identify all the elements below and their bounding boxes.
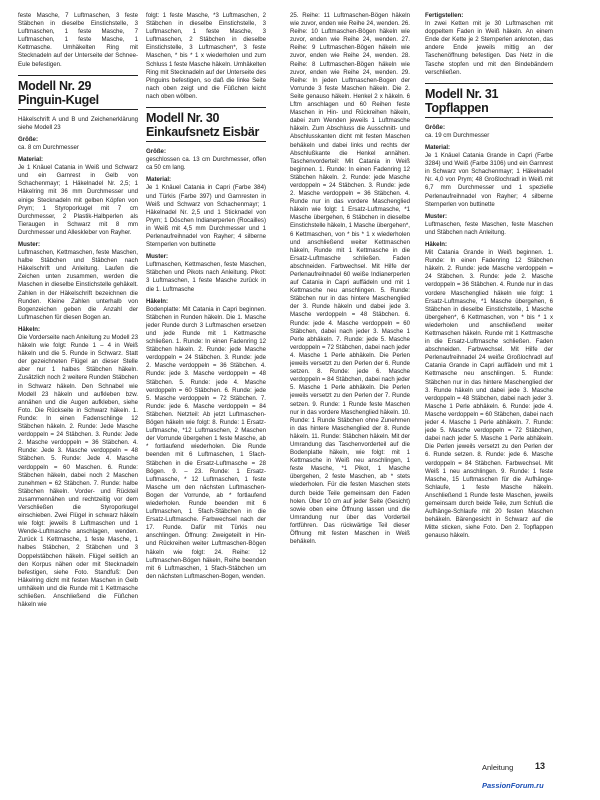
footer-section-label: Anleitung <box>482 763 514 772</box>
text-block: feste Masche, 7 Luftmaschen, 3 feste Stäbchen in dieselbe Einstichstelle, 3 Luftmaschen, 1 feste Masche, 7 Luftmaschen, 1 feste Masche, 1 Kettmasche. Umhäkelten Ring mit Stecknadeln auf der Unterseite der Schnee-Eule befestigen. <box>18 12 138 68</box>
text-block: Mit Catania Grande in Weiß beginnen. 1. Runde: In einen Fadenring 12 Stäbchen häkeln. 2. Runde: jede Masche verdoppeln = 24 Stäbchen. 3. Runde: jede 2. Masche verdoppeln = 36 Stäbchen. 4. Runde nur in das vordere Maschenglied häkeln wie folgt: 1 Ersatz-Luftmasche, *1 Masche übergehen, 6 Stäbchen in dieselbe Einstichstelle, 1 Masche übergehen*, 6 Kettmaschen, von * bis * 1 x wiederholen und anschließend weiter Kettmaschen häkeln. Runde mit 1 Kettmasche in die Ersatz-Luftmasche schließen. Faden abschneiden. Farbwechsel. Mit Hilfe der Perlenaufreihnadel 24 weiße Großlochradl auf Catania Grande in Capri auffädeln und mit 1 Kettmasche neu anschlingen. 5. Runde: Stäbchen nur in das hintere Maschenglied der 3. Runde häkeln und dabei jede 3. Masche verdoppeln = 48 Stäbchen, dabei nach jeder 3. Masche 1 Perle abhäkeln. 6. Runde: jede 4. Masche verdoppeln = 60 Stäbchen, dabei nach jeder 4. Masche 1 Perle abhäkeln. 7. Runde: jede 5. Masche verdoppeln = 72 Stäbchen, dabei nach jeder 5. Masche 1 Perle abhäkeln. Die Perlen jeweils versetzt zu den Perlen der 6. Runde setzen. 8. Runde: jede 6. Masche verdoppeln = 84 Stäbchen. Farbwechsel. Mit Weiß 1 neu anschlingen. 9. Runde: 1 feste Masche, 15 Luftmaschen für die Aufhänge-Schlaufe, 1 feste Masche häkeln. Anschließend 1 Runde feste Maschen, jeweils gemeinsam durch beide Teile, zum Schluß die Aufhänge-Schlaufe mit 20 festen Maschen behäkeln. Bärengesicht in Schwarz auf die Mitte sticken, siehe Foto. Den 2. Topflappen genauso häkeln. <box>425 249 553 540</box>
column-1 <box>18 12 138 772</box>
text-block: folgt: 1 feste Masche, *3 Luftmaschen, 2 Stäbchen in dieselbe Einstichstelle, 3 Luftmaschen, 1 feste Masche, 3 Luftmaschen, 2 Stäbchen in dieselbe Einstichstelle, 3 Luftmaschen*, 3 feste Maschen, * bis * 1 x wiederholen und zum Schluss 1 feste Masche häkeln. Umhäkelten Ring mit Stecknadeln auf der Unterseite des Pinguins befestigen, so daß die linke Seite nach oben zeigt und die Füßchen leicht nach oben wölben. <box>146 12 266 100</box>
column-2 <box>146 12 266 772</box>
heading-model-number: Modell Nr. 29 <box>18 78 92 93</box>
text-block: geschlossen ca. 13 cm Durchmesser, offen ca 50 cm lang. <box>146 156 266 172</box>
text-block: Je 1 Knäuel Catania in Weiß und Schwarz und ein Garnrest in Gelb von Schachenmayr; 1 Häkelnadel Nr. 2,5; 1 Häkelring mit 36 mm Durchmesser und einige Stecknadeln mit gelben Köpfen von Prym; 1 Styroporkugel mit 7 cm Durchmesser, 2 Plastik-Halbperlen als Tieraugen in Schwarz mit 8 mm Durchmesser und Alleskleber von Rayher. <box>18 164 138 236</box>
text-block: Luftmaschen, Kettmaschen, feste Maschen, halbe Stäbchen und Stäbchen nach Häkelschrift und Anleitung. Laufen die Zeichen unten zusammen, werden die Maschen in dieselbe Einstichstelle gehäkelt. Zahlen in der Häkelschrift bezeichnen die Runden. Kleine Zahlen unterhalb von Bogenzeichen geben die Anzahl der Luftmaschen für diesen Bogen an. <box>18 249 138 321</box>
text-block: ca. 19 cm Durchmesser <box>425 131 490 139</box>
label-material: Material: <box>146 176 172 184</box>
label-groesse: Größe: <box>146 148 166 156</box>
label-muster: Muster: <box>146 253 169 261</box>
label-haekeln: Häkeln: <box>425 240 448 248</box>
text-block: Je 1 Knäuel Catania in Capri (Farbe 384) und Türkis (Farbe 397) und Garnresten in Weiß und Schwarz von Schachenmayr; 1 Häkelnadel Nr. 2,5 und 1 Sticknadel von Prym; 1 Döschen Indianerperlen (Rocailles) in Weiß mit 4,5 mm Durchmesser und 1 Perlenaufreihnadel von Rayher; 4 silberne Sternperlen von buttinette <box>146 184 266 249</box>
heading-model-title: Topflappen <box>425 101 553 118</box>
label-muster: Muster: <box>425 212 448 220</box>
watermark: PassionForum.ru <box>482 781 544 790</box>
heading-model-number: Modell Nr. 31 <box>425 86 499 101</box>
heading-model-number: Modell Nr. 30 <box>146 111 220 126</box>
heading-model-title: Einkaufsnetz Eisbär <box>146 125 266 142</box>
page-number: 13 <box>535 761 546 771</box>
column-3 <box>290 12 410 772</box>
text-block: Bodenplatte: Mit Catania in Capri beginnen. Stäbchen in Runden häkeln. Die 1. Masche jeder Runde durch 3 Luftmaschen ersetzen und jede Runde mit 1 Kettmasche schließen. 1. Runde: In einen Fadenring 12 Stäbchen häkeln. 2. Runde: jede Masche verdoppeln = 24 Stäbchen. 3. Runde: jede 2. Masche verdoppeln = 36 Stäbchen. 4. Runde: jede 3. Masche verdoppeln = 48 Stäbchen. 5. Runde: jede 4. Masche verdoppeln = 60 Stäbchen. 6. Runde: jede 5. Masche verdoppeln = 72 Stäbchen. 7. Runde: jede 6. Masche verdoppeln = 84 Stäbchen. Netzteil: Ab jetzt Luftmaschen-Bögen häkeln wie folgt: 8. Runde: 1 Ersatz-Luftmasche, *12 Luftmaschen, 2 Maschen der Vorrunde übergehen 1 feste Masche, ab * fortlaufend wiederholen. Die Runde beenden mit 6 Luftmaschen, 1 5fach-Stäbchen in die Ersatz-Luftmasche = 28 Bögen. 9. – 23. Runde: 1 Ersatz-Luftmasche, * 12 Luftmaschen, 1 feste Masche um den nächsten Luftmaschen-Bogen der Vorrunde, ab * fortlaufend wiederholen. Runde beenden mit 6 Luftmaschen, 1 5fach-Stäbchen in die Ersatz-Luftmasche. Farbwechsel nach der 17. Runde. Dafür mit Türkis neu anschlingen. Öffnung: Zweigeteilt in Hin- und Rückreihen weiter Luftmaschen-Bögen häkeln wie folgt: 24. Reihe: 12 Luftmaschen-Bögen häkeln, Reihe beenden mit 6 Luftmaschen, 1 5fach-Stäbchen um den nächsten Luftmaschen-Bogen, wenden. <box>146 305 266 580</box>
label-groesse: Größe: <box>18 135 38 143</box>
column-4 <box>425 12 553 772</box>
text-block: Die Vorderseite nach Anleitung zu Modell 23 häkeln wie folgt: Runde 1 – 4 in Weiß häkeln und die 5. Runde in Schwarz. Statt der gezeichneten Flügel an dieser Stelle aber nur 1 halbes Stäbchen häkeln. Zusätzlich noch 2 weitere Runden Stäbchen in Schwarz häkeln. Den Schnabel wie Modell 23 häkeln und aufkleben bzw. annähen und die Augen aufkleben, siehe Foto. Die Rückseite in Schwarz häkeln. 1. Runde: In einen Fadenschlinge 12 Stäbchen häkeln. 2. Runde: Jede Masche verdoppeln = 24 Stäbchen. 3. Runde: Jede 2. Masche verdoppeln = 36 Stäbchen. 4. Runde: Jede 3. Masche verdoppeln = 48 Stäbchen. 5. Runde: Jede 4. Masche verdoppeln = 60 Maschen. 6. Runde: Stäbchen häkeln, dabei noch 2 Maschen zunehmen = 62 Stäbchen. 7. Runde: halbe Stäbchen häkeln. Vorder- und Rückteil zusammennähen und rechtzeitig vor dem Verschließen die Styroporkugel einschieben. Zwei Flügel in schwarz häkeln wie folgt: jeweils 8 Luftmaschen und 1 Wende-Luftmasche anschlagen, wenden. Zurück 1 Kettmasche, 1 feste Masche, 1 halbes Stäbchen, 2 Stäbchen und 3 Doppelstäbchen häkeln. Flügel seitlich an den Korpus nähen oder mit Stecknadeln befestigen, siehe Foto. Standfuß: Den Häkelring dicht mit festen Maschen in Gelb umhäkeln und die Runde mit 1 Kettmasche schließen. Anschließend die Füßchen häkeln wie <box>18 334 138 609</box>
label-groesse: Größe: <box>425 123 445 131</box>
label-material: Material: <box>18 156 44 164</box>
text-block: Luftmaschen, Kettmaschen, feste Maschen, Stäbchen und Pikots nach Anleitung. Pikot: 3 Luftmaschen, 1 feste Masche zurück in die 1. Luftmasche <box>146 261 266 293</box>
label-haekeln: Häkeln: <box>18 325 41 333</box>
text-block: 25. Reihe: 11 Luftmaschen-Bögen häkeln wie zuvor, enden wie Reihe 24, wenden. 26. Reihe: 10 Luftmaschen-Bögen häkeln wie zuvor, enden wie Reihe 24, wenden. 27. Reihe: 9 Luftmaschen-Bögen häkeln wie zuvor, enden wie Reihe 24, wenden. 28. Reihe: 8 Luftmaschen-Bögen häkeln wie zuvor, enden wie Reihe 24, wenden. 29. Reihe: In jeden Luftmaschen-Bogen der Vorrunde 3 feste Maschen häkeln. Die 2. Seite genauso häkeln. Henkel 2 x häkeln. 6 Lftm anschlagen und 60 Reihen feste Maschen in Hin- und Rückreihen häkeln, dabei zum Wenden jeweils 1 Luftmasche häkeln. Zum Abschluss die Ausschnitt- und Abschlusskanten dicht mit festen Maschen behäkeln und dabei links und rechts der Abschlußkante die Henkel annähen. Taschenvorderteil: Mit Catania in Weiß beginnen. 1. Runde: In einen Fadenring 12 Stäbchen häkeln. 2. Runde: jede Masche verdoppeln = 24 Stäbchen. 3. Runde: jede 2. Masche verdoppeln = 36 Stäbchen. 4. Runde nur in das vordere Maschenglied häkeln wie folgt: 1 Ersatz-Luftmasche, *1 Masche übergehen, 6 Stäbchen in dieselbe Einstichstelle häkeln, 1 Masche übergehen*, 6 Kettmaschen, von * bis * 1 x wiederholen und anschließend weiter Kettmaschen häkeln, Runde mit 1 Kettmasche in die Ersatz-Luftmasche schließen. Faden abschneiden. Farbwechsel. Mit Hilfe der Perlenaufreihnadel 60 weiße Indianerperlen auf Catania in Capri auffädeln und mit 1 Kettmasche neu anschlingen. 5. Runde: Stäbchen nur in das hintere Maschenglied der 3. Runde häkeln und dabei jede 3. Masche verdoppeln = 48 Stäbchen. 6. Runde: jede 4. Masche verdoppeln = 60 Stäbchen, dabei nach jeder 3. Masche 1 Perle abhäkeln. 7. Runde: jede 5. Masche verdoppeln = 72 Stäbchen, dabei nach jeder 4. Masche 1 Perle abhäkeln. Die Perlen jeweils versetzt zu den Perlen der 6. Runde setzen. 8. Runde: jede 6. Masche verdoppeln = 84 Stäbchen, dabei nach jeder 5. Masche 1 Perle abhäkeln. Die Perlen jeweils versetzt zu den Perlen der 7. Runde setzen. 9. Runde: 1 Runde feste Maschen nur in das vordere Maschenglied häkeln. 10. Runde: 1 Runde Stäbchen ohne Zunehmen in das hintere Maschenglied der 8. Runde häkeln. 11. Runde: Stäbchen häkeln. Mit der Umrandung das Taschenvorderteil auf die Bodenplatte häkeln, wie folgt: mit 1 Kettmasche in Weiß neu anschlingen, 1 feste Masche, *1 Pikot, 1 Masche übergehen, 2 feste Maschen, ab * stets wiederholen. Für die festen Maschen stets durch beide Teile gemeinsam den Faden holen. Über 10 cm auf jeder Seite (Gesicht) sowie oben eine Öffnung lassen und die Umrandung nur über das Vorderteil fortführen. Das rückwärtige Teil dieser Öffnung mit festen Maschen in Weiß behäkeln. <box>290 12 410 546</box>
text-block: Luftmaschen, feste Maschen, feste Maschen und Stäbchen nach Anleitung. <box>425 220 553 236</box>
text-block: Häkelschrift A und B und Zeichenerklärung siehe Modell 23 <box>18 115 138 131</box>
text-block: Je 1 Knäuel Catania Grande in Capri (Farbe 3284) und Weiß (Farbe 3106) und ein Garnrest in Schwarz von Schachenmayr; 1 Häkelnadel Nr. 4,0 von Prym; 48 Großlochradl in Weiß mit 6,7 mm Durchmesser und 1 spezielle Perlenaufreihnadel von Rayher; 4 silberne Sternperlen von buttinette <box>425 152 553 208</box>
label-muster: Muster: <box>18 240 41 248</box>
label-haekeln: Häkeln: <box>146 297 169 305</box>
section-heading <box>425 83 553 118</box>
section-heading <box>18 75 138 110</box>
section-heading <box>146 107 266 142</box>
text-block: In zwei Ketten mit je 30 Luftmaschen mit doppeltem Faden in Weiß häkeln. An einem Ende der Kette je 2 Sternperlen anknoten, das andere Ende jeweils mittig an der Taschenöffnung befestigen. Das Netz in die Tasche stopfen und mit den Bindebändern verschließen. <box>425 20 553 76</box>
text-block: ca. 8 cm Durchmesser <box>18 143 79 151</box>
heading-model-title: Pinguin-Kugel <box>18 93 138 110</box>
label-material: Material: <box>425 143 451 151</box>
label-fertigstellen: Fertigstellen: <box>425 12 464 19</box>
